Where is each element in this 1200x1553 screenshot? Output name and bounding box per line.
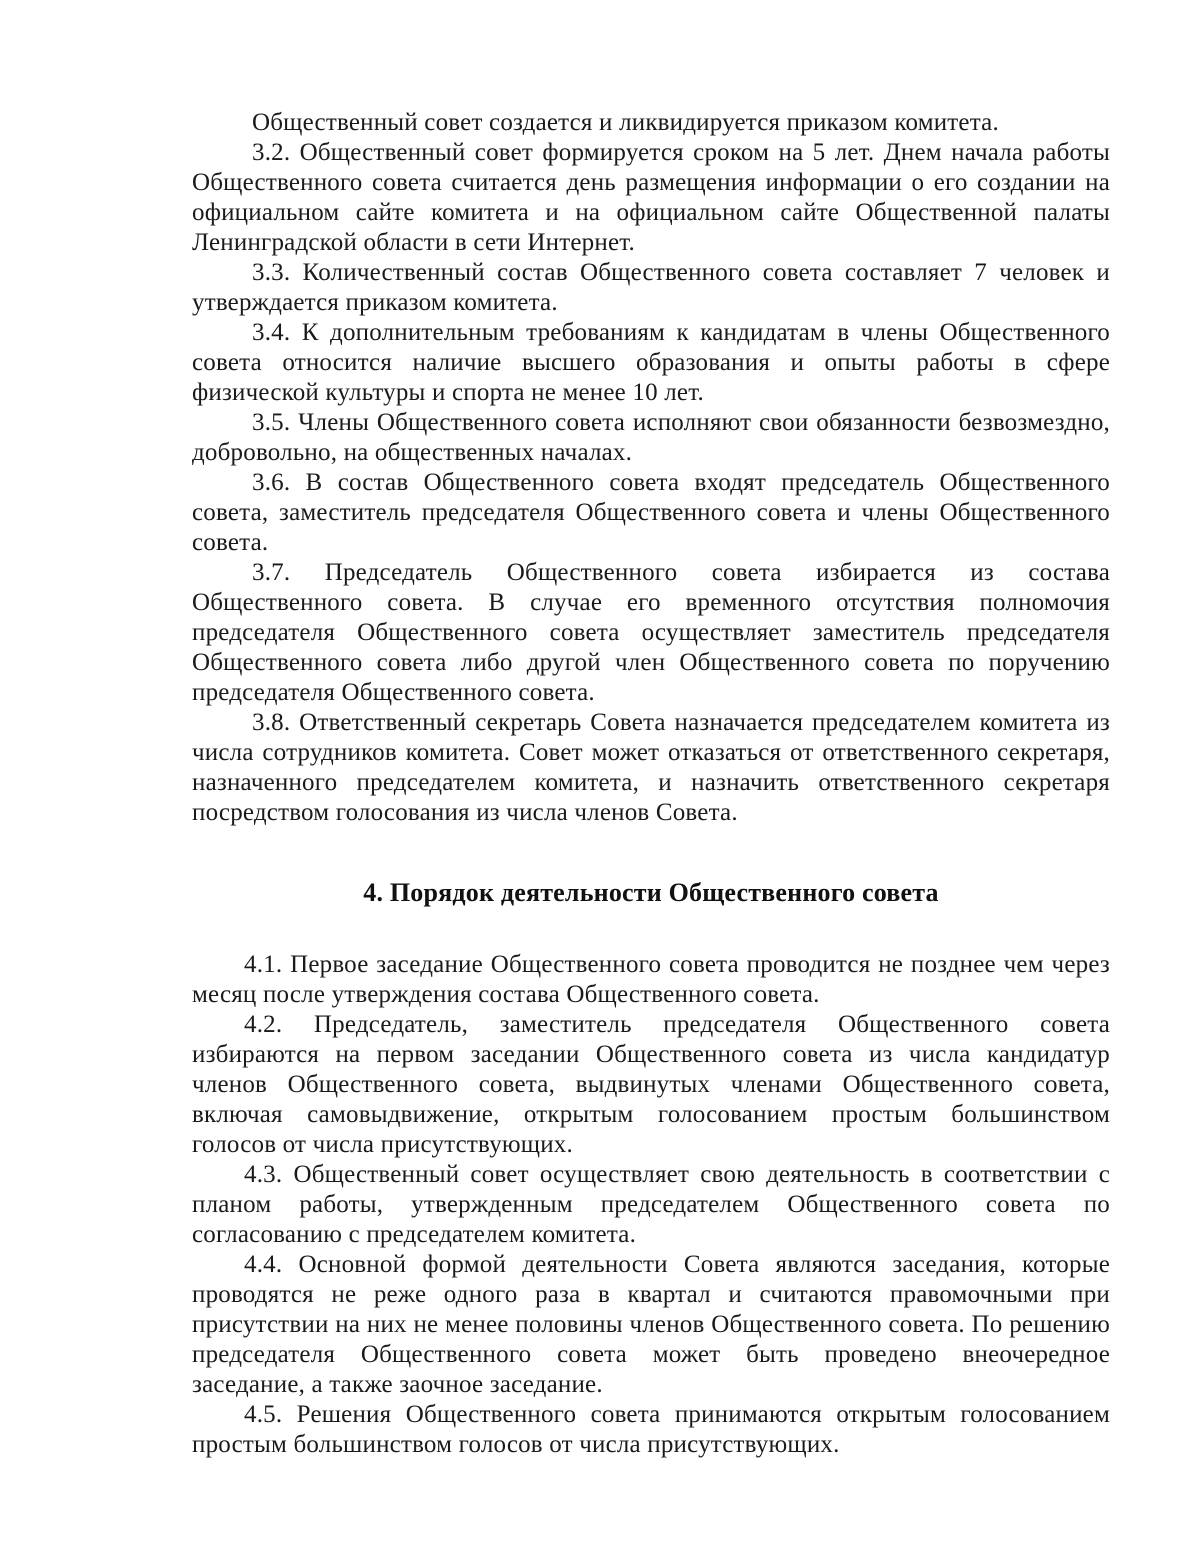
paragraph-3-6: 3.6. В состав Общественного совета входят председатель Общественного совета, заместитель председателя Общественного совета и члены Общественного совета. [192,469,1110,556]
paragraph-4-3: 4.3. Общественный совет осуществляет свою деятельность в соответствии с планом работы, утвержденным председателем Общественного совета по согласованию с председателем комитета. [192,1161,1110,1248]
paragraph-3-2: 3.2. Общественный совет формируется сроком на 5 лет. Днем начала работы Общественного совета считается день размещения информации о его создании на официальном сайте комитета и на официальном сайте Общественной палаты Ленинградской области в сети Интернет. [192,139,1110,256]
paragraph-3-8: 3.8. Ответственный секретарь Совета назначается председателем комитета из числа сотрудников комитета. Совет может отказаться от ответственного секретаря, назначенного председателем комитета, и назначить ответственного секретаря посредством голосования из числа членов Совета. [192,709,1110,826]
paragraph-4-1: 4.1. Первое заседание Общественного совета проводится не позднее чем через месяц после утверждения состава Общественного совета. [192,951,1110,1008]
paragraph-4-5: 4.5. Решения Общественного совета принимаются открытым голосованием простым большинством голосов от числа присутствующих. [192,1401,1110,1458]
section-3 [192,108,1110,828]
paragraph-3-1-tail: Общественный совет создается и ликвидируется приказом комитета. [252,109,999,136]
paragraph-3-5: 3.5. Члены Общественного совета исполняют свои обязанности безвозмездно, добровольно, на общественных началах. [192,409,1110,466]
paragraph-3-3: 3.3. Количественный состав Общественного совета составляет 7 человек и утверждается приказом комитета. [192,259,1110,316]
section-4-heading: 4. Порядок деятельности Общественного совета [363,878,939,907]
section-4 [192,950,1110,1460]
paragraph-4-4: 4.4. Основной формой деятельности Совета являются заседания, которые проводятся не реже одного раза в квартал и считаются правомочными при присутствии на них не менее половины членов Общественного совета. По решению председателя Общественного совета может быть проведено внеочередное заседание, а также заочное заседание. [192,1251,1110,1398]
document-body [192,108,1110,1460]
paragraph-4-2: 4.2. Председатель, заместитель председателя Общественного совета избираются на первом заседании Общественного совета из числа кандидатур членов Общественного совета, выдвинутых членами Общественного совета, включая самовыдвижение, открытым голосованием простым большинством голосов от числа присутствующих. [192,1011,1110,1158]
paragraph-3-4: 3.4. К дополнительным требованиям к кандидатам в члены Общественного совета относится наличие высшего образования и опыты работы в сфере физической культуры и спорта не менее 10 лет. [192,319,1110,406]
paragraph-3-7: 3.7. Председатель Общественного совета избирается из состава Общественного совета. В случае его временного отсутствия полномочия председателя Общественного совета осуществляет заместитель председателя Общественного совета либо другой член Общественного совета по поручению председателя Общественного совета. [192,559,1110,706]
